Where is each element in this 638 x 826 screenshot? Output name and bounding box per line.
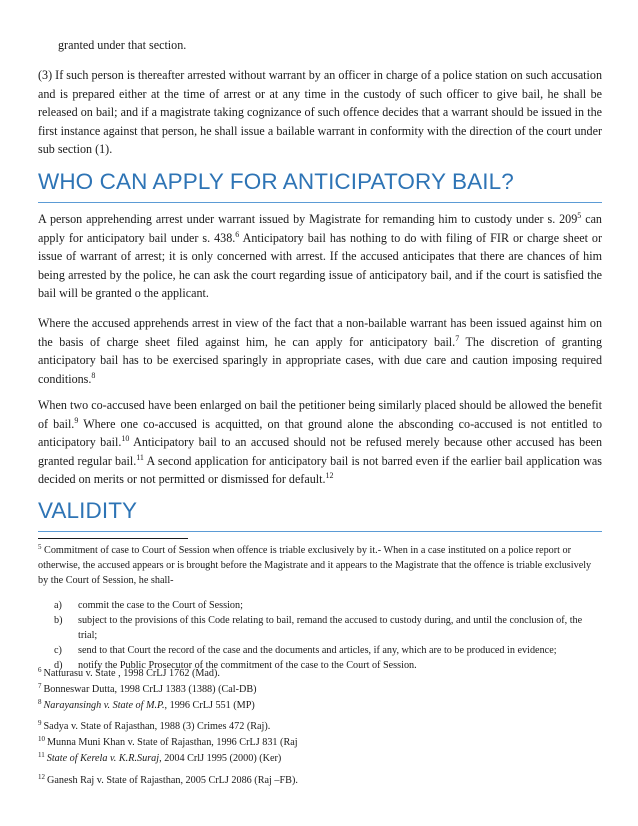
footnote-ref: 10: [121, 434, 130, 444]
footnote-ref: 7: [455, 333, 460, 343]
footnote-ref: 8: [91, 370, 96, 380]
footnote-5: $^5$ Commitment of case to Court of Session when offence is triable exclusively by it.- When in a case instituted on a police report or otherwise, the accused appears or is brought before the Magistrate and it appears to the Magistrate that the offence is triable exclusively by the Court of Session, he shall-: [38, 543, 592, 586]
footnote-ref: 12: [325, 471, 334, 481]
list-item: d) notify the Public Prosecutor of the commitment of the case to the Court of Session.: [54, 660, 417, 671]
list-item: b) subject to the provisions of this Code relating to bail, remand the accused to custody during, and until the conclusion of, the trial;: [54, 615, 583, 641]
heading-rule: [38, 531, 602, 532]
footnote-separator: [38, 538, 188, 539]
footnote-ref: 11: [136, 452, 144, 462]
list-item: a) commit the case to the Court of Session;: [54, 600, 243, 611]
footnote-9: $^9$ Sadya v. State of Rajasthan, 1988 (3) Crimes 472 (Raj).: [38, 719, 271, 732]
footnote-ref: 6: [235, 229, 240, 239]
footnote-12: $^{12}$ Ganesh Raj v. State of Rajasthan, 2005 CrLJ 2086 (Raj –FB).: [38, 773, 298, 786]
who-paragraph-3: When two co-accused have been enlarged on bail the petitioner being similarly placed should be allowed the benefit of bail.$^9$ Where one co-accused is acquitted, on that ground alone the absconding co-accused is not entitled to anticipatory bail.$^{10}$ Anticipatory bail to an accused should not be refused merely because other accused has been granted regular bail.$^{11}$ A second application for anticipatory bail is not barred even if the earlier bail application was decided on merits or not permitted or dismissed for default.$^{12}$: [38, 398, 602, 487]
footnote-7: $^7$ Bonneswar Dutta, 1998 CrLJ 1383 (1388) (Cal-DB): [38, 682, 257, 695]
footnote-6: $^6$ Natturasu v. State , 1998 CrLJ 1762 (Mad).: [38, 666, 220, 679]
footnote-5-list: [38, 598, 602, 673]
footnote-ref: 5: [577, 211, 582, 220]
who-paragraph-2: Where the accused apprehends arrest in view of the fact that a non-bailable warrant has been issued against him on the basis of charge sheet filed against him, he can apply for anticipatory bail.$^7$ The discretion of granting anticipatory bail has to be exercised sparingly in appropriate cases, with due care and caution imposing required conditions.$^8$: [38, 316, 602, 386]
heading-rule: [38, 202, 602, 203]
top-line: granted under that section.: [58, 38, 187, 52]
footnote-10: $^{10}$ Munna Muni Khan v. State of Rajasthan, 1996 CrLJ 831 (Raj: [38, 735, 298, 748]
footnote-8: $^8$ Narayansingh v. State of M.P., 1996 CrLJ 551 (MP): [38, 698, 255, 711]
paragraph-sub-section-3: (3) If such person is thereafter arrested without warrant by an officer in charge of a police station on such accusation and is prepared either at the time of arrest or at any time in the custody of such officer to give bail, he shall be released on bail; and if a magistrate taking cognizance of such offence decides that a warrant should be issued in the first instance against that person, he shall issue a bailable warrant in conformity with the direction of the court under sub section (1).: [38, 68, 602, 157]
heading-validity: VALIDITY: [38, 498, 138, 523]
footnote-ref: 9: [74, 415, 79, 425]
heading-who-can-apply: WHO CAN APPLY FOR ANTICIPATORY BAIL?: [38, 169, 514, 194]
footnote-11: $^{11}$ State of Kerela v. K.R.Suraj, 2004 CrlJ 1995 (2000) (Ker): [38, 751, 282, 764]
list-item: c) send to that Court the record of the case and the documents and articles, if any, which are to be produced in evidence;: [54, 645, 557, 656]
who-paragraph-1: A person apprehending arrest under warrant issued by Magistrate for remanding him to custody under s. $209^5$ can apply for anticipatory bail under s. 438.$^6$ Anticipatory bail has nothing to do with filing of FIR or charge sheet or issue of warrant of arrest; it is only concerned with arrest. If the accused anticipates that there are chances of him being arrested by the police, he can ask the court regarding issue of anticipatory bail, and if the court is satisfied the bail will be granted o the applicant.: [38, 211, 602, 301]
